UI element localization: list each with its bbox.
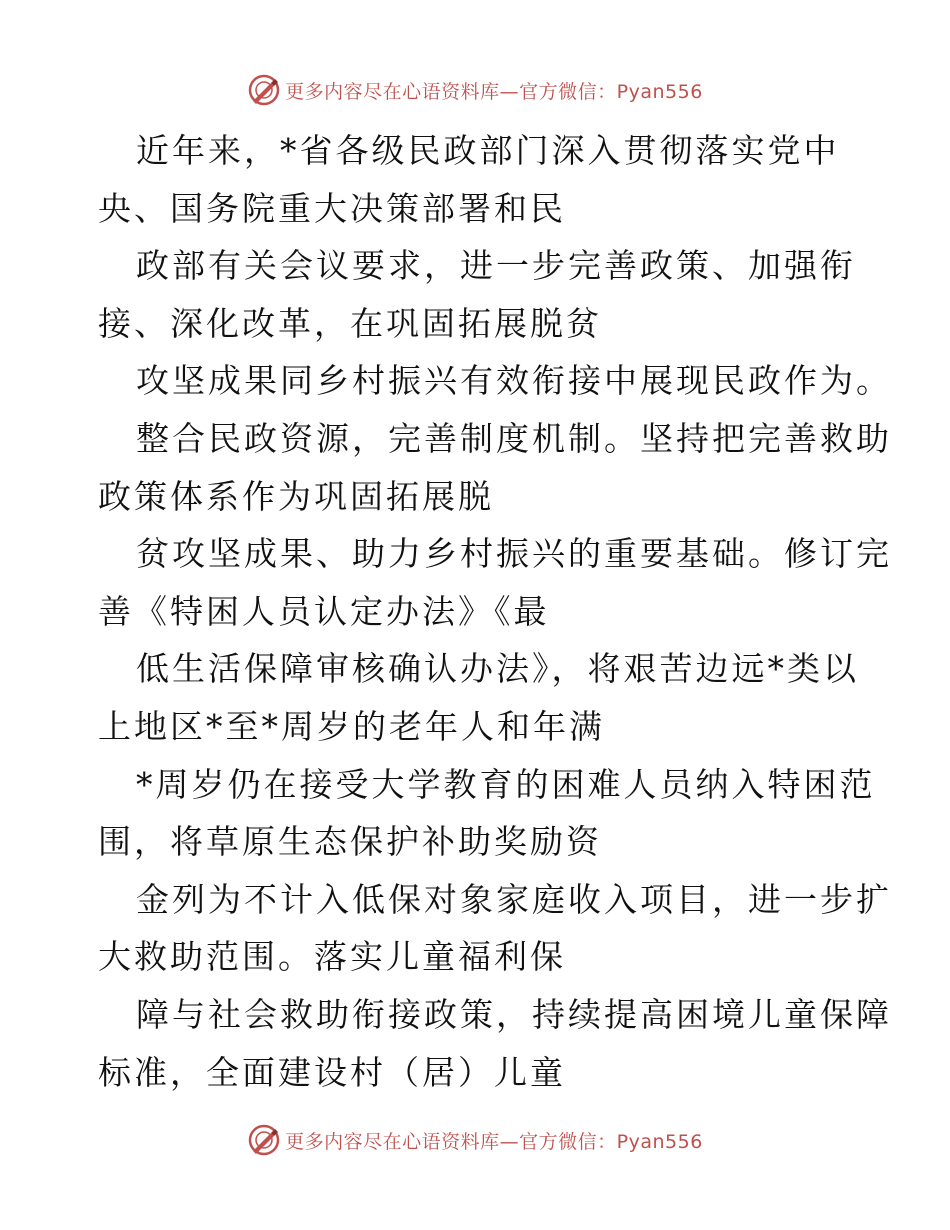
wechat-id: Pyan556 xyxy=(616,80,703,103)
text-line: 标准，全面建设村（居）儿童 xyxy=(98,1052,566,1092)
document-body xyxy=(98,122,892,1101)
text-line: 上地区*至*周岁的老年人和年满 xyxy=(98,706,605,746)
text-line: 攻坚成果同乡村振兴有效衔接中展现民政作为。 xyxy=(136,361,892,401)
text-line: 政部有关会议要求，进一步完善政策、加强衔 xyxy=(136,246,856,286)
footer-banner xyxy=(0,1120,950,1160)
text-line: 近年来，*省各级民政部门深入贯彻落实党中 xyxy=(136,131,840,170)
text-line: 接、深化改革，在巩固拓展脱贫 xyxy=(98,303,602,343)
text-line: 善《特困人员认定办法》《最 xyxy=(98,591,550,631)
banner-text: 更多内容尽在心语资料库—官方微信：Pyan556 xyxy=(285,80,703,103)
text-line: 金列为不计入低保对象家庭收入项目，进一步扩 xyxy=(136,879,892,919)
text-line: 低生活保障审核确认办法》，将艰苦边远*类以 xyxy=(136,649,859,689)
banner-text: 更多内容尽在心语资料库—官方微信：Pyan556 xyxy=(285,1130,703,1153)
pen-logo-icon xyxy=(247,1123,281,1157)
text-line: 贫攻坚成果、助力乡村振兴的重要基础。修订完 xyxy=(136,534,892,574)
text-line: 整合民政资源，完善制度机制。坚持把完善救助 xyxy=(136,418,892,458)
text-line: 大救助范围。落实儿童福利保 xyxy=(98,937,566,977)
header-banner xyxy=(0,70,950,110)
text-line: 政策体系作为巩固拓展脱 xyxy=(98,476,494,516)
pen-logo-icon xyxy=(247,73,281,107)
text-line: 围，将草原生态保护补助奖励资 xyxy=(98,822,602,862)
text-line: 障与社会救助衔接政策，持续提高困境儿童保障 xyxy=(136,994,892,1034)
wechat-id: Pyan556 xyxy=(616,1130,703,1153)
text-line: 央、国务院重大决策部署和民 xyxy=(98,188,566,228)
text-line: *周岁仍在接受大学教育的困难人员纳入特困范 xyxy=(136,764,876,804)
